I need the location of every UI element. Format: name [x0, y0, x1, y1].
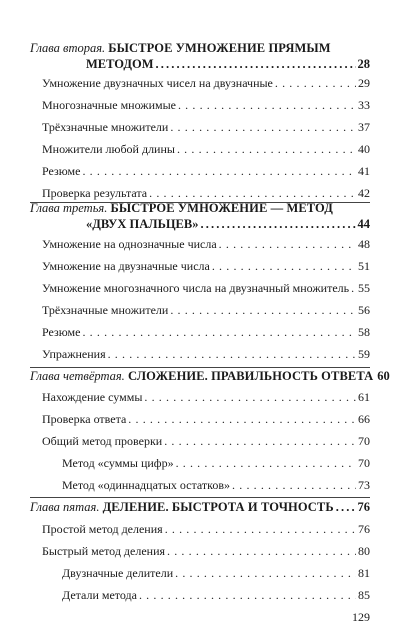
- entry-label: Метод «одиннадцатых остатков»: [62, 478, 231, 492]
- toc-entry-sub: [62, 456, 370, 470]
- entry-page: 70: [358, 434, 370, 448]
- toc-entry: [42, 76, 370, 90]
- entry-label: Умножение на однозначные числа: [42, 237, 217, 251]
- entry-label: Резюме: [42, 325, 81, 339]
- entry-page: 58: [358, 325, 370, 339]
- entry-page: 55: [358, 281, 370, 295]
- entry-label: Трёхзначные множители: [42, 303, 169, 317]
- toc-entry-sub: [62, 588, 370, 602]
- dot-leader: [170, 120, 356, 134]
- chapter-2-heading: [30, 40, 370, 72]
- dot-leader: [108, 347, 356, 361]
- entry-label: Многозначные множимые: [42, 98, 176, 112]
- toc-entry: [42, 390, 370, 404]
- entry-label: Умножение на двузначные числа: [42, 259, 210, 273]
- dot-leader: [212, 259, 356, 273]
- chapter-title: БЫСТРОЕ УМНОЖЕНИЕ ПРЯМЫМ: [108, 41, 331, 55]
- chapter-prefix: Глава четвёртая.: [30, 369, 125, 383]
- dot-leader: [82, 325, 356, 339]
- chapter-title: БЫСТРОЕ УМНОЖЕНИЕ — МЕТОД: [110, 201, 333, 215]
- entry-page: 80: [358, 544, 370, 558]
- chapter-page: 76: [357, 500, 370, 514]
- dot-leader: [219, 237, 356, 251]
- chapter-3-heading: [30, 200, 370, 232]
- chapter-page: 44: [357, 217, 370, 231]
- entry-label: Трёхзначные множители: [42, 120, 169, 134]
- entry-label: Упражнения: [42, 347, 106, 361]
- entry-label: Метод «суммы цифр»: [62, 456, 174, 470]
- toc-entry: [42, 325, 370, 339]
- chapter-title-continued: «ДВУХ ПАЛЬЦЕВ»: [86, 217, 199, 231]
- entry-label: Детали метода: [62, 588, 137, 602]
- dot-leader: [170, 303, 356, 317]
- entry-label: Нахождение суммы: [42, 390, 143, 404]
- dot-leader: [139, 588, 356, 602]
- dot-leader: [275, 76, 356, 90]
- entry-page: 59: [358, 347, 370, 361]
- dot-leader: [178, 98, 356, 112]
- toc-entry-sub: [62, 478, 370, 492]
- chapter-prefix: Глава вторая.: [30, 41, 106, 55]
- dot-leader: [351, 281, 356, 295]
- entry-label: Проверка ответа: [42, 412, 127, 426]
- entry-label: Умножение двузначных чисел на двузначные: [42, 76, 273, 90]
- toc-entry: [42, 281, 370, 295]
- entry-page: 76: [358, 522, 370, 536]
- dot-leader: [232, 478, 356, 492]
- entry-label: Резюме: [42, 164, 81, 178]
- divider: [30, 497, 370, 498]
- entry-page: 40: [358, 142, 370, 156]
- chapter-page: 28: [357, 57, 370, 71]
- dot-leader: [165, 522, 356, 536]
- dot-leader: [167, 544, 356, 558]
- entry-label: Двузначные делители: [62, 566, 174, 580]
- dot-leader: [144, 390, 356, 404]
- toc-entry-sub: [62, 566, 370, 580]
- toc-entry: [42, 98, 370, 112]
- entry-label: Множители любой длины: [42, 142, 175, 156]
- entry-page: 70: [358, 456, 370, 470]
- toc-entry: [42, 434, 370, 448]
- toc-entry: [42, 412, 370, 426]
- entry-page: 61: [358, 390, 370, 404]
- entry-page: 73: [358, 478, 370, 492]
- entry-page: 85: [358, 588, 370, 602]
- entry-label: Проверка результата: [42, 186, 148, 200]
- entry-page: 29: [358, 76, 370, 90]
- dot-leader: [164, 434, 356, 448]
- toc-entry: [42, 186, 370, 200]
- entry-page: 66: [358, 412, 370, 426]
- chapter-title-continued: МЕТОДОМ: [86, 57, 154, 71]
- chapter-prefix: Глава третья.: [30, 201, 108, 215]
- chapter-4-heading: [30, 368, 390, 384]
- chapter-title: ДЕЛЕНИЕ. БЫСТРОТА И ТОЧНОСТЬ: [102, 500, 334, 514]
- dot-leader: [82, 164, 356, 178]
- entry-page: 37: [358, 120, 370, 134]
- page-number: 129: [352, 610, 370, 624]
- entry-label: Общий метод проверки: [42, 434, 163, 448]
- toc-entry: [42, 164, 370, 178]
- chapter-prefix: Глава пятая.: [30, 500, 100, 514]
- chapter-5-heading: [30, 499, 370, 515]
- dot-leader: [177, 142, 356, 156]
- entry-label: Умножение многозначного числа на двузначный множитель: [42, 281, 350, 295]
- toc-entry: [42, 237, 370, 251]
- dot-leader: [149, 186, 356, 200]
- chapter-page: 60: [377, 369, 390, 383]
- toc-entry: [42, 544, 370, 558]
- entry-page: 56: [358, 303, 370, 317]
- entry-page: 51: [358, 259, 370, 273]
- entry-page: 33: [358, 98, 370, 112]
- dot-leader: [336, 499, 356, 515]
- entry-page: 41: [358, 164, 370, 178]
- entry-label: Простой метод деления: [42, 522, 163, 536]
- dot-leader: [128, 412, 356, 426]
- toc-entry: [42, 120, 370, 134]
- dot-leader: [156, 56, 356, 72]
- toc-entry: [42, 522, 370, 536]
- dot-leader: [175, 566, 356, 580]
- entry-label: Быстрый метод деления: [42, 544, 166, 558]
- dot-leader: [200, 216, 355, 232]
- entry-page: 42: [358, 186, 370, 200]
- chapter-title: СЛОЖЕНИЕ. ПРАВИЛЬНОСТЬ ОТВЕТА: [127, 369, 374, 383]
- toc-entry: [42, 347, 370, 361]
- toc-entry: [42, 142, 370, 156]
- dot-leader: [176, 456, 356, 470]
- toc-entry: [42, 303, 370, 317]
- toc-entry: [42, 259, 370, 273]
- entry-page: 81: [358, 566, 370, 580]
- entry-page: 48: [358, 237, 370, 251]
